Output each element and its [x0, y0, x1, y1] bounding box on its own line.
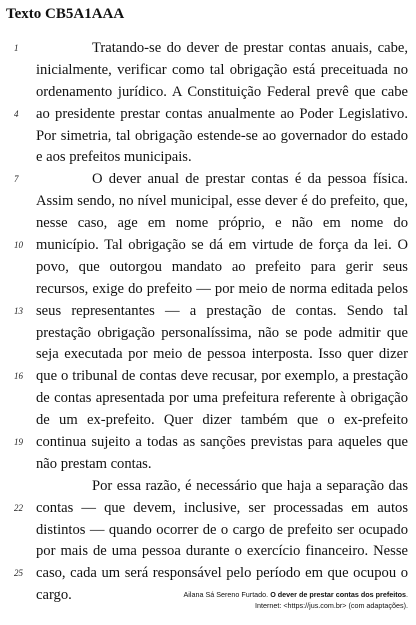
citation-source: . Internet: <https://jus.com.br> (com adaptações). [254, 590, 408, 610]
line-text: ordenamento jurídico. A Constituição Federal prevê que cabe [36, 83, 408, 100]
line-text: de contas apresentada por uma prefeitura referente à obrigação [36, 390, 408, 407]
line-number: 19 [14, 437, 23, 448]
line-text: seja executada por meio de pessoa interposta. Isso quer dizer [36, 346, 408, 363]
line-text: nesse caso, age em nome próprio, e não em nome do [36, 215, 408, 232]
line-text: contas — que devem, inclusive, ser processadas em autos [36, 499, 408, 516]
text-line [0, 541, 416, 563]
text-line [0, 301, 416, 323]
line-text: prestação obrigação personalíssima, não se pode admitir que [36, 324, 408, 341]
line-text: e aos prefeitos municipais. [36, 149, 192, 166]
citation-author: Ailana Sá Sereno Furtado. [183, 590, 269, 599]
line-text: município. Tal obrigação se dá em virtude de força da lei. O [36, 237, 408, 254]
line-number: 4 [14, 108, 19, 119]
text-line [0, 498, 416, 520]
line-number: 7 [14, 174, 19, 185]
line-text: O dever anual de prestar contas é da pessoa física. [92, 171, 408, 188]
line-text: inicialmente, verificar como tal obrigação está preceituada no [36, 61, 408, 78]
text-line [0, 344, 416, 366]
text-line [0, 60, 416, 82]
text-line [0, 323, 416, 345]
text-line [0, 454, 416, 476]
line-text: que o tribunal de contas deve recusar, por exemplo, a prestação [36, 368, 408, 385]
text-line [0, 366, 416, 388]
line-text: de um ex-prefeito. Quer dizer também que o ex-prefeito [36, 412, 408, 429]
text-line [0, 279, 416, 301]
text-title: Texto CB5A1AAA [6, 6, 125, 22]
text-line [0, 388, 416, 410]
text-line [0, 104, 416, 126]
line-number: 1 [14, 43, 19, 53]
text-line [0, 191, 416, 213]
line-text: Tratando-se do dever de prestar contas anuais, cabe, [92, 40, 408, 56]
text-line [0, 38, 416, 60]
line-text: Por simetria, tal obrigação estende-se ao governador do estado [36, 127, 408, 144]
text-line [0, 126, 416, 148]
text-body [0, 38, 416, 607]
line-text: distintos — quando ocorrer de o cargo de prefeito ser ocupado [36, 521, 408, 538]
line-text: recursos, exige do prefeito — por meio de norma editada pelos [36, 280, 408, 297]
line-number: 25 [14, 568, 23, 579]
source-citation [178, 589, 408, 611]
citation-title: O dever de prestar contas dos prefeitos [270, 590, 406, 599]
text-line [0, 520, 416, 542]
text-line [0, 410, 416, 432]
line-text: não prestam contas. [36, 455, 152, 472]
line-text: ao presidente prestar contas anualmente ao Poder Legislativo. [36, 105, 408, 122]
line-number: 10 [14, 240, 23, 251]
text-line [0, 213, 416, 235]
text-line [0, 257, 416, 279]
line-text: continua sujeito a todas as sanções previstas para aqueles que [36, 434, 408, 451]
text-line [0, 169, 416, 191]
line-text: caso, cada um será responsável pelo período em que ocupou o [36, 565, 408, 582]
line-number: 13 [14, 305, 23, 316]
text-line [0, 235, 416, 257]
line-text: cargo. [36, 587, 72, 604]
line-number: 22 [14, 502, 23, 513]
text-line [0, 82, 416, 104]
line-text: seus representantes — a prestação de contas. Sendo tal [36, 302, 408, 319]
line-text: povo, que outorgou mandato ao prefeito para gerir seus [36, 258, 408, 275]
line-text: Por essa razão, é necessário que haja a separação das [92, 477, 408, 494]
text-line [0, 432, 416, 454]
text-line [0, 147, 416, 169]
line-number: 16 [14, 371, 23, 382]
text-line [0, 476, 416, 498]
line-text: por mais de uma pessoa durante o exercício financeiro. Nesse [36, 543, 408, 560]
text-line [0, 563, 416, 585]
line-text: Assim sendo, no nível municipal, esse dever é do prefeito, que, [36, 193, 408, 210]
